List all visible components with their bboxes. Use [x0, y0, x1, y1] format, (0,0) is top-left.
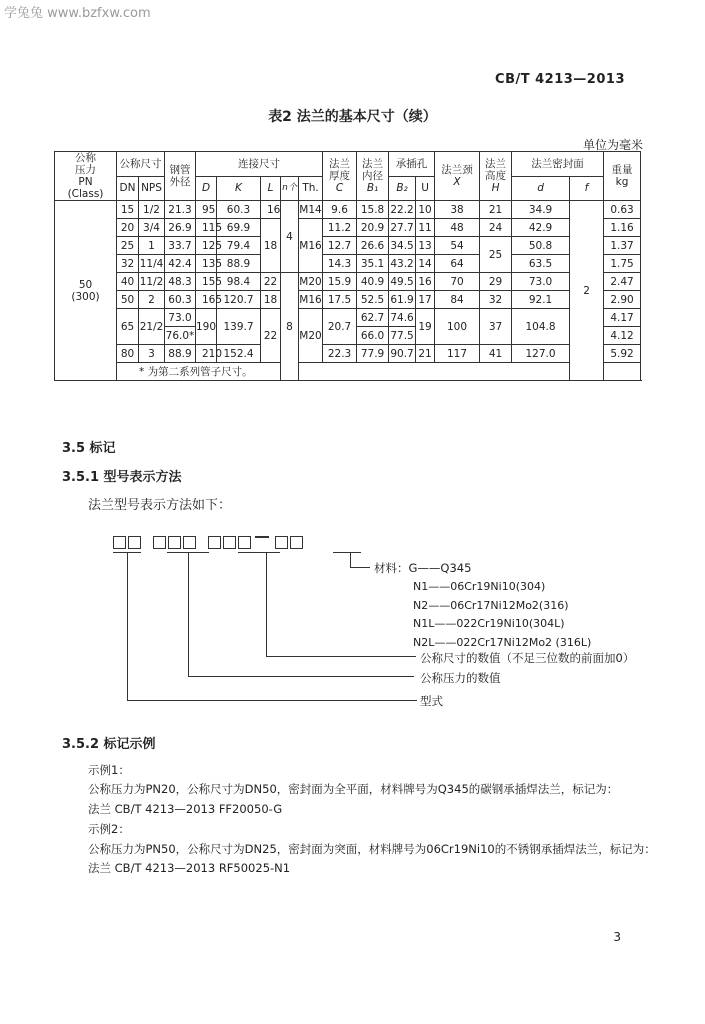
table-row: 76.0* 66.0 77.5 4.12 — [55, 327, 641, 345]
col-U: U — [416, 176, 435, 201]
col-seal-face: 法兰密封面 — [512, 152, 604, 177]
table-row: 20 3/4 26.9 115 69.9 18 M16 11.2 20.9 27.7 11 48 24 42.9 1.16 — [55, 219, 641, 237]
col-K: K — [217, 176, 261, 201]
col-pipe-od: 钢管外径 — [165, 152, 196, 201]
type-label: 型式 — [420, 694, 443, 708]
material-n2: N2——06Cr17Ni12Mo2(316) — [413, 599, 569, 612]
col-connection: 连接尺寸 — [196, 152, 323, 177]
col-d: d — [512, 176, 570, 201]
col-B2: B₂ — [389, 176, 416, 201]
material-n1l: N1L——022Cr19Ni10(304L) — [413, 617, 565, 630]
material-n1: N1——06Cr19Ni10(304) — [413, 580, 546, 593]
example-2-label: 示例2： — [88, 822, 130, 836]
table-footnote: * 为第二系列管子尺寸。 — [117, 363, 641, 381]
header-row-1 — [55, 152, 641, 177]
col-D: D — [196, 176, 217, 201]
nominal-size-label: 公称尺寸的数值（不足三位数的前面加0） — [420, 651, 635, 665]
col-flange-thickness: 法兰 厚度 C — [323, 152, 357, 201]
unit-note: 单位为毫米 — [582, 138, 643, 152]
flange-dimension-table — [54, 151, 641, 381]
col-L: L — [261, 176, 281, 201]
example-1-text: 公称压力为PN20，公称尺寸为DN50，密封面为全平面，材料牌号为Q345的碳钢承插焊法兰，标记为： — [88, 782, 619, 796]
table-row: 32 11/4 42.4 135 88.9 14.3 35.1 43.2 14 64 63.5 1.75 — [55, 255, 641, 273]
col-neck: 法兰颈 X — [435, 152, 480, 201]
col-socket: 承插孔 — [389, 152, 435, 177]
intro-text: 法兰型号表示方法如下： — [88, 498, 232, 513]
col-dn: DN — [117, 176, 139, 201]
watermark: 学兔兔 www.bzfxw.com — [4, 6, 151, 21]
nominal-pressure-label: 公称压力的数值 — [420, 671, 501, 685]
col-height: 法兰 高度 H — [480, 152, 512, 201]
col-nps: NPS — [139, 176, 165, 201]
table-title: 表2 法兰的基本尺寸（续） — [268, 109, 437, 125]
example-2-mark: 法兰 CB/T 4213—2013 RF50025-N1 — [88, 861, 291, 875]
document-number: CB/T 4213—2013 — [495, 72, 625, 87]
col-weight: 重量 kg — [604, 152, 641, 201]
table-row: 65 21/2 73.0 190 139.7 22 M20 20.7 62.7 74.6 19 100 37 104.8 4.17 — [55, 309, 641, 327]
footnote-row — [55, 363, 641, 381]
table-row: 50 2 60.3 165 120.7 18 M16 17.5 52.5 61.9 17 84 32 92.1 2.90 — [55, 291, 641, 309]
col-f: f — [570, 176, 604, 201]
page-number: 3 — [613, 930, 621, 944]
section-3-5-1: 3.5.1 型号表示方法 — [62, 470, 182, 485]
table-row: 50 (300) 15 1/2 21.3 95 60.3 16 4 M14 9.6 15.8 22.2 10 38 21 34.9 2 0.63 — [55, 201, 641, 219]
section-3-5-2: 3.5.2 标记示例 — [62, 737, 156, 752]
col-pn: 公称 压力 PN (Class) — [55, 152, 117, 201]
table-row: 25 1 33.7 125 79.4 12.7 26.6 34.5 13 54 25 50.8 1.37 — [55, 237, 641, 255]
material-n2l: N2L——022Cr17Ni12Mo2 (316L) — [413, 636, 592, 649]
material-g: 材料：G——Q345 — [374, 561, 472, 575]
section-3-5: 3.5 标记 — [62, 441, 116, 456]
pn-cell: 50 (300) — [55, 201, 117, 381]
col-flange-id: 法兰 内径 B₁ — [357, 152, 389, 201]
example-2-text: 公称压力为PN50，公称尺寸为DN25，密封面为突面，材料牌号为06Cr19Ni10的不锈钢承插焊法兰，标记为： — [88, 842, 656, 856]
model-code-boxes — [113, 536, 305, 549]
table-row: 40 11/2 48.3 155 98.4 22 8 M20 15.9 40.9 49.5 16 70 29 73.0 2.47 — [55, 273, 641, 291]
col-n: n个 — [281, 176, 299, 201]
col-nominal-size: 公称尺寸 — [117, 152, 165, 177]
col-th: Th. — [299, 176, 323, 201]
table-row: 80 3 88.9 210 152.4 22.3 77.9 90.7 21 117 41 127.0 5.92 — [55, 345, 641, 363]
example-1-mark: 法兰 CB/T 4213—2013 FF20050-G — [88, 802, 283, 816]
example-1-label: 示例1： — [88, 763, 130, 777]
